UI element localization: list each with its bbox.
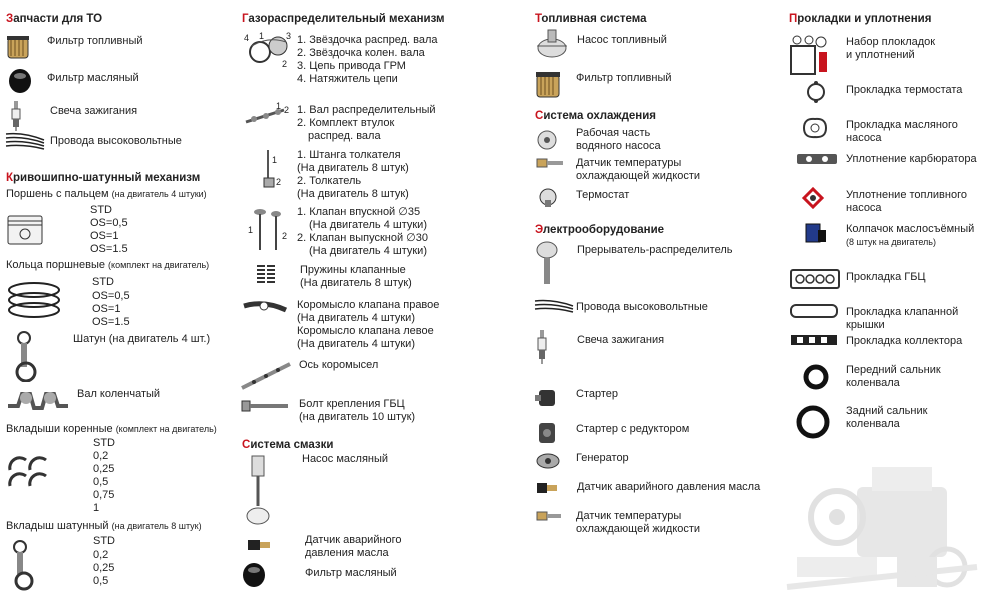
gasket-set-label-2: и уплотнений (846, 49, 915, 61)
starter-reducer-label: Стартер с редуктором (576, 423, 690, 435)
thermostat-label: Термостат (576, 189, 630, 201)
crankshaft-label: Вал коленчатый (77, 388, 161, 400)
push-mark-2: 2 (276, 177, 282, 187)
rocker-item-2: (На двигатель 4 штуки) (297, 312, 415, 324)
valve-item-1: 1. Клапан впускной ∅35 (297, 206, 421, 218)
main-bearing-size-std: STD (93, 437, 115, 449)
pushrod-icon (260, 146, 284, 190)
timing-item-4: 4. Натяжитель цепи (297, 73, 398, 85)
valve-cover-gasket-icon (789, 302, 839, 320)
main-bearing-size-02: 0,2 (93, 450, 109, 462)
carb-seal-label: Уплотнение карбюратора (846, 153, 977, 165)
temp-sensor-icon (535, 156, 565, 170)
oil-pump-gasket-label-1: Прокладка масляного (846, 119, 958, 131)
to-hv-wires-label: Провода высоковольтные (50, 135, 182, 147)
main-bearing-size-05: 0,5 (93, 476, 109, 488)
rod-bearing-icon (10, 537, 44, 591)
rocker-shaft-icon (240, 360, 292, 392)
pushrod-item-2: (На двигатель 8 штук) (297, 162, 409, 174)
rod-bearing-size-02: 0,2 (93, 549, 109, 561)
generator-icon (535, 452, 561, 470)
rocker-arm-icon (242, 298, 288, 322)
fuel-pump-label: Насос топливный (577, 34, 667, 46)
timing-mark-3: 3 (286, 31, 292, 41)
fuel-filter-icon-2 (535, 70, 561, 100)
valve-springs-icon (254, 262, 278, 286)
front-seal-icon (803, 364, 829, 390)
oil-filter-icon (8, 68, 32, 94)
main-bearing-size-1: 1 (93, 502, 100, 514)
head-bolt-label-2: (на двигатель 10 штук) (299, 411, 416, 423)
section-title-crank: Кривошипно-шатунный механизм (6, 172, 201, 184)
cam-mark-1: 1 (276, 101, 282, 111)
front-seal-label-2: коленвала (846, 377, 900, 389)
rod-bearing-size-std: STD (93, 535, 115, 547)
piston-size-os1: OS=1 (90, 230, 119, 242)
valve-item-4: (На двигатель 4 штуки) (309, 245, 427, 257)
springs-label-2: (На двигатель 8 штук) (300, 277, 412, 289)
oil-pressure-sensor-icon-2 (535, 480, 559, 496)
engine-background-image (777, 447, 987, 597)
section-title-elec: Электрооборудование (535, 224, 665, 236)
water-pump-icon (535, 128, 561, 152)
oil-pump-gasket-icon (800, 116, 830, 140)
valve-mark-1: 1 (248, 225, 254, 235)
oil-filter-lube-label: Фильтр масляный (305, 567, 397, 579)
thermostat-gasket-label: Прокладка термостата (846, 84, 963, 96)
timing-mark-2: 2 (282, 59, 288, 69)
main-bearing-size-075: 0,75 (93, 489, 115, 501)
oil-filter-lube-icon (242, 562, 266, 588)
head-gasket-icon (789, 268, 841, 290)
hv-wires-icon-2 (533, 298, 577, 316)
fuel-pump-icon (535, 28, 569, 62)
oil-pump-icon (244, 454, 274, 530)
ring-size-std: STD (92, 276, 114, 288)
cam-mark-2: 2 (284, 105, 290, 115)
fuel-pump-seal-label-1: Уплотнение топливного (846, 189, 967, 201)
front-seal-label-1: Передний сальник (846, 364, 941, 376)
timing-item-1: 1. Звёздочка распред. вала (297, 34, 438, 46)
rear-seal-label-2: коленвала (846, 418, 900, 430)
crankshaft-icon (6, 384, 70, 418)
ring-size-os15: OS=1.5 (92, 316, 130, 328)
starter-label: Стартер (576, 388, 619, 400)
section-title-gaskets: Прокладки и уплотнения (789, 13, 932, 25)
fuel-filter-icon (6, 34, 30, 62)
hv-wires-label: Провода высоковольтные (576, 301, 708, 313)
head-bolt-label-1: Болт крепления ГБЦ (299, 398, 405, 410)
generator-label: Генератор (576, 452, 629, 464)
ring-size-os1: OS=1 (92, 303, 121, 315)
head-bolt-icon (240, 398, 290, 414)
oil-pressure-sensor-label-1: Датчик аварийного (305, 534, 402, 546)
camshaft-icon (244, 100, 290, 136)
rear-seal-icon (795, 404, 831, 440)
temp-sensor-label-1: Датчик температуры (576, 157, 682, 169)
to-oil-filter-label: Фильтр масляный (47, 72, 139, 84)
piston-size-os15: OS=1.5 (90, 243, 128, 255)
rod-bearings-title: Вкладыш шатунный (на двигатель 8 штук) (6, 520, 202, 532)
temp-sensor-label-2: охлаждающей жидкости (576, 170, 701, 182)
thermostat-icon (537, 186, 559, 208)
gasket-set-icon (789, 34, 833, 78)
section-title-to: Запчасти для ТО (6, 13, 103, 25)
conrod-icon (14, 330, 44, 382)
main-bearings-title: Вкладыши коренные (комплект на двигатель) (6, 423, 217, 435)
pushrod-item-4: (На двигатель 8 штук) (297, 188, 409, 200)
camshaft-item-2: 2. Комплект втулок (297, 117, 395, 129)
ring-size-os05: OS=0,5 (92, 290, 130, 302)
valve-mark-2: 2 (282, 231, 288, 241)
spark-plug-icon (10, 101, 22, 131)
rings-title: Кольца поршневые (комплект на двигатель) (6, 259, 210, 271)
section-title-cool: Система охлаждения (535, 110, 657, 122)
rod-bearing-size-025: 0,25 (93, 562, 115, 574)
distributor-icon (535, 240, 561, 288)
rear-seal-label-1: Задний сальник (846, 405, 928, 417)
section-title-timing: Газораспределительный механизм (242, 13, 445, 25)
temp-sensor-icon-2 (535, 510, 563, 522)
piston-size-os05: OS=0,5 (90, 217, 128, 229)
starter-icon (535, 386, 559, 410)
water-pump-label-2: водяного насоса (576, 140, 661, 152)
rocker-item-3: Коромысло клапана левое (297, 325, 434, 337)
timing-mark-4: 4 (244, 33, 250, 43)
oil-pressure-sensor-label: Датчик аварийного давления масла (577, 481, 761, 493)
valve-seal-label: Колпачок маслосъёмный (846, 223, 975, 235)
timing-item-3: 3. Цепь привода ГРМ (297, 60, 406, 72)
timing-mark-1: 1 (259, 31, 265, 41)
thermostat-gasket-icon (805, 80, 827, 104)
section-title-fuel: Топливная система (535, 13, 647, 25)
springs-label-1: Пружины клапанные (300, 264, 406, 276)
valve-cover-gasket-label-2: крышки (846, 319, 885, 331)
valve-seal-icon (800, 220, 830, 246)
distributor-label: Прерыватель-распределитель (577, 244, 733, 256)
manifold-gasket-label: Прокладка коллектора (846, 335, 963, 347)
piston-icon (6, 212, 46, 248)
hv-wires-icon (4, 130, 48, 152)
valve-seal-note: (8 штук на двигатель) (846, 237, 936, 247)
camshaft-item-1: 1. Вал распределительный (297, 104, 436, 116)
valve-cover-gasket-label-1: Прокладка клапанной (846, 306, 959, 318)
push-mark-1: 1 (272, 155, 278, 165)
carb-seal-icon (795, 150, 839, 168)
manifold-gasket-icon (789, 333, 839, 347)
to-fuel-filter-label: Фильтр топливный (47, 35, 143, 47)
rocker-axis-label: Ось коромысел (299, 359, 379, 371)
oil-pump-gasket-label-2: насоса (846, 132, 882, 144)
piston-rings-icon (6, 280, 62, 320)
to-spark-plug-label: Свеча зажигания (50, 105, 138, 117)
timing-item-2: 2. Звёздочка колен. вала (297, 47, 425, 59)
spark-plug-icon-2 (536, 330, 548, 364)
fuel-filter-label: Фильтр топливный (576, 72, 672, 84)
main-bearings-icon (6, 452, 56, 492)
rod-bearing-size-05: 0,5 (93, 575, 109, 587)
head-gasket-label: Прокладка ГБЦ (846, 271, 926, 283)
valve-item-2: (На двигатель 4 штуки) (309, 219, 427, 231)
fuel-pump-seal-icon (800, 186, 826, 210)
oil-pressure-sensor-label-2: давления масла (305, 547, 389, 559)
timing-parts-icon (242, 30, 294, 72)
spark-plug-label: Свеча зажигания (577, 334, 665, 346)
temp-sensor2-label-1: Датчик температуры (576, 510, 682, 522)
valves-icon (246, 206, 294, 254)
main-bearing-size-025: 0,25 (93, 463, 115, 475)
starter-reducer-icon (535, 420, 559, 446)
pushrod-item-3: 2. Толкатель (297, 175, 362, 187)
conrod-label: Шатун (на двигатель 4 шт.) (73, 333, 211, 345)
valve-item-3: 2. Клапан выпускной ∅30 (297, 232, 428, 244)
section-title-lube: Система смазки (242, 439, 334, 451)
temp-sensor2-label-2: охлаждающей жидкости (576, 523, 701, 535)
oil-pump-label: Насос масляный (302, 453, 389, 465)
water-pump-label-1: Рабочая часть (576, 127, 651, 139)
camshaft-item-3: распред. вала (308, 130, 381, 142)
rocker-item-1: Коромысло клапана правое (297, 299, 440, 311)
pistons-title: Поршень с пальцем (на двигатель 4 штуки) (6, 188, 207, 200)
gasket-set-label-1: Набор плокладок (846, 36, 936, 48)
oil-pressure-sensor-icon (246, 536, 272, 554)
piston-size-std: STD (90, 204, 112, 216)
rocker-item-4: (На двигатель 4 штуки) (297, 338, 415, 350)
fuel-pump-seal-label-2: насоса (846, 202, 882, 214)
pushrod-item-1: 1. Штанга толкателя (297, 149, 401, 161)
